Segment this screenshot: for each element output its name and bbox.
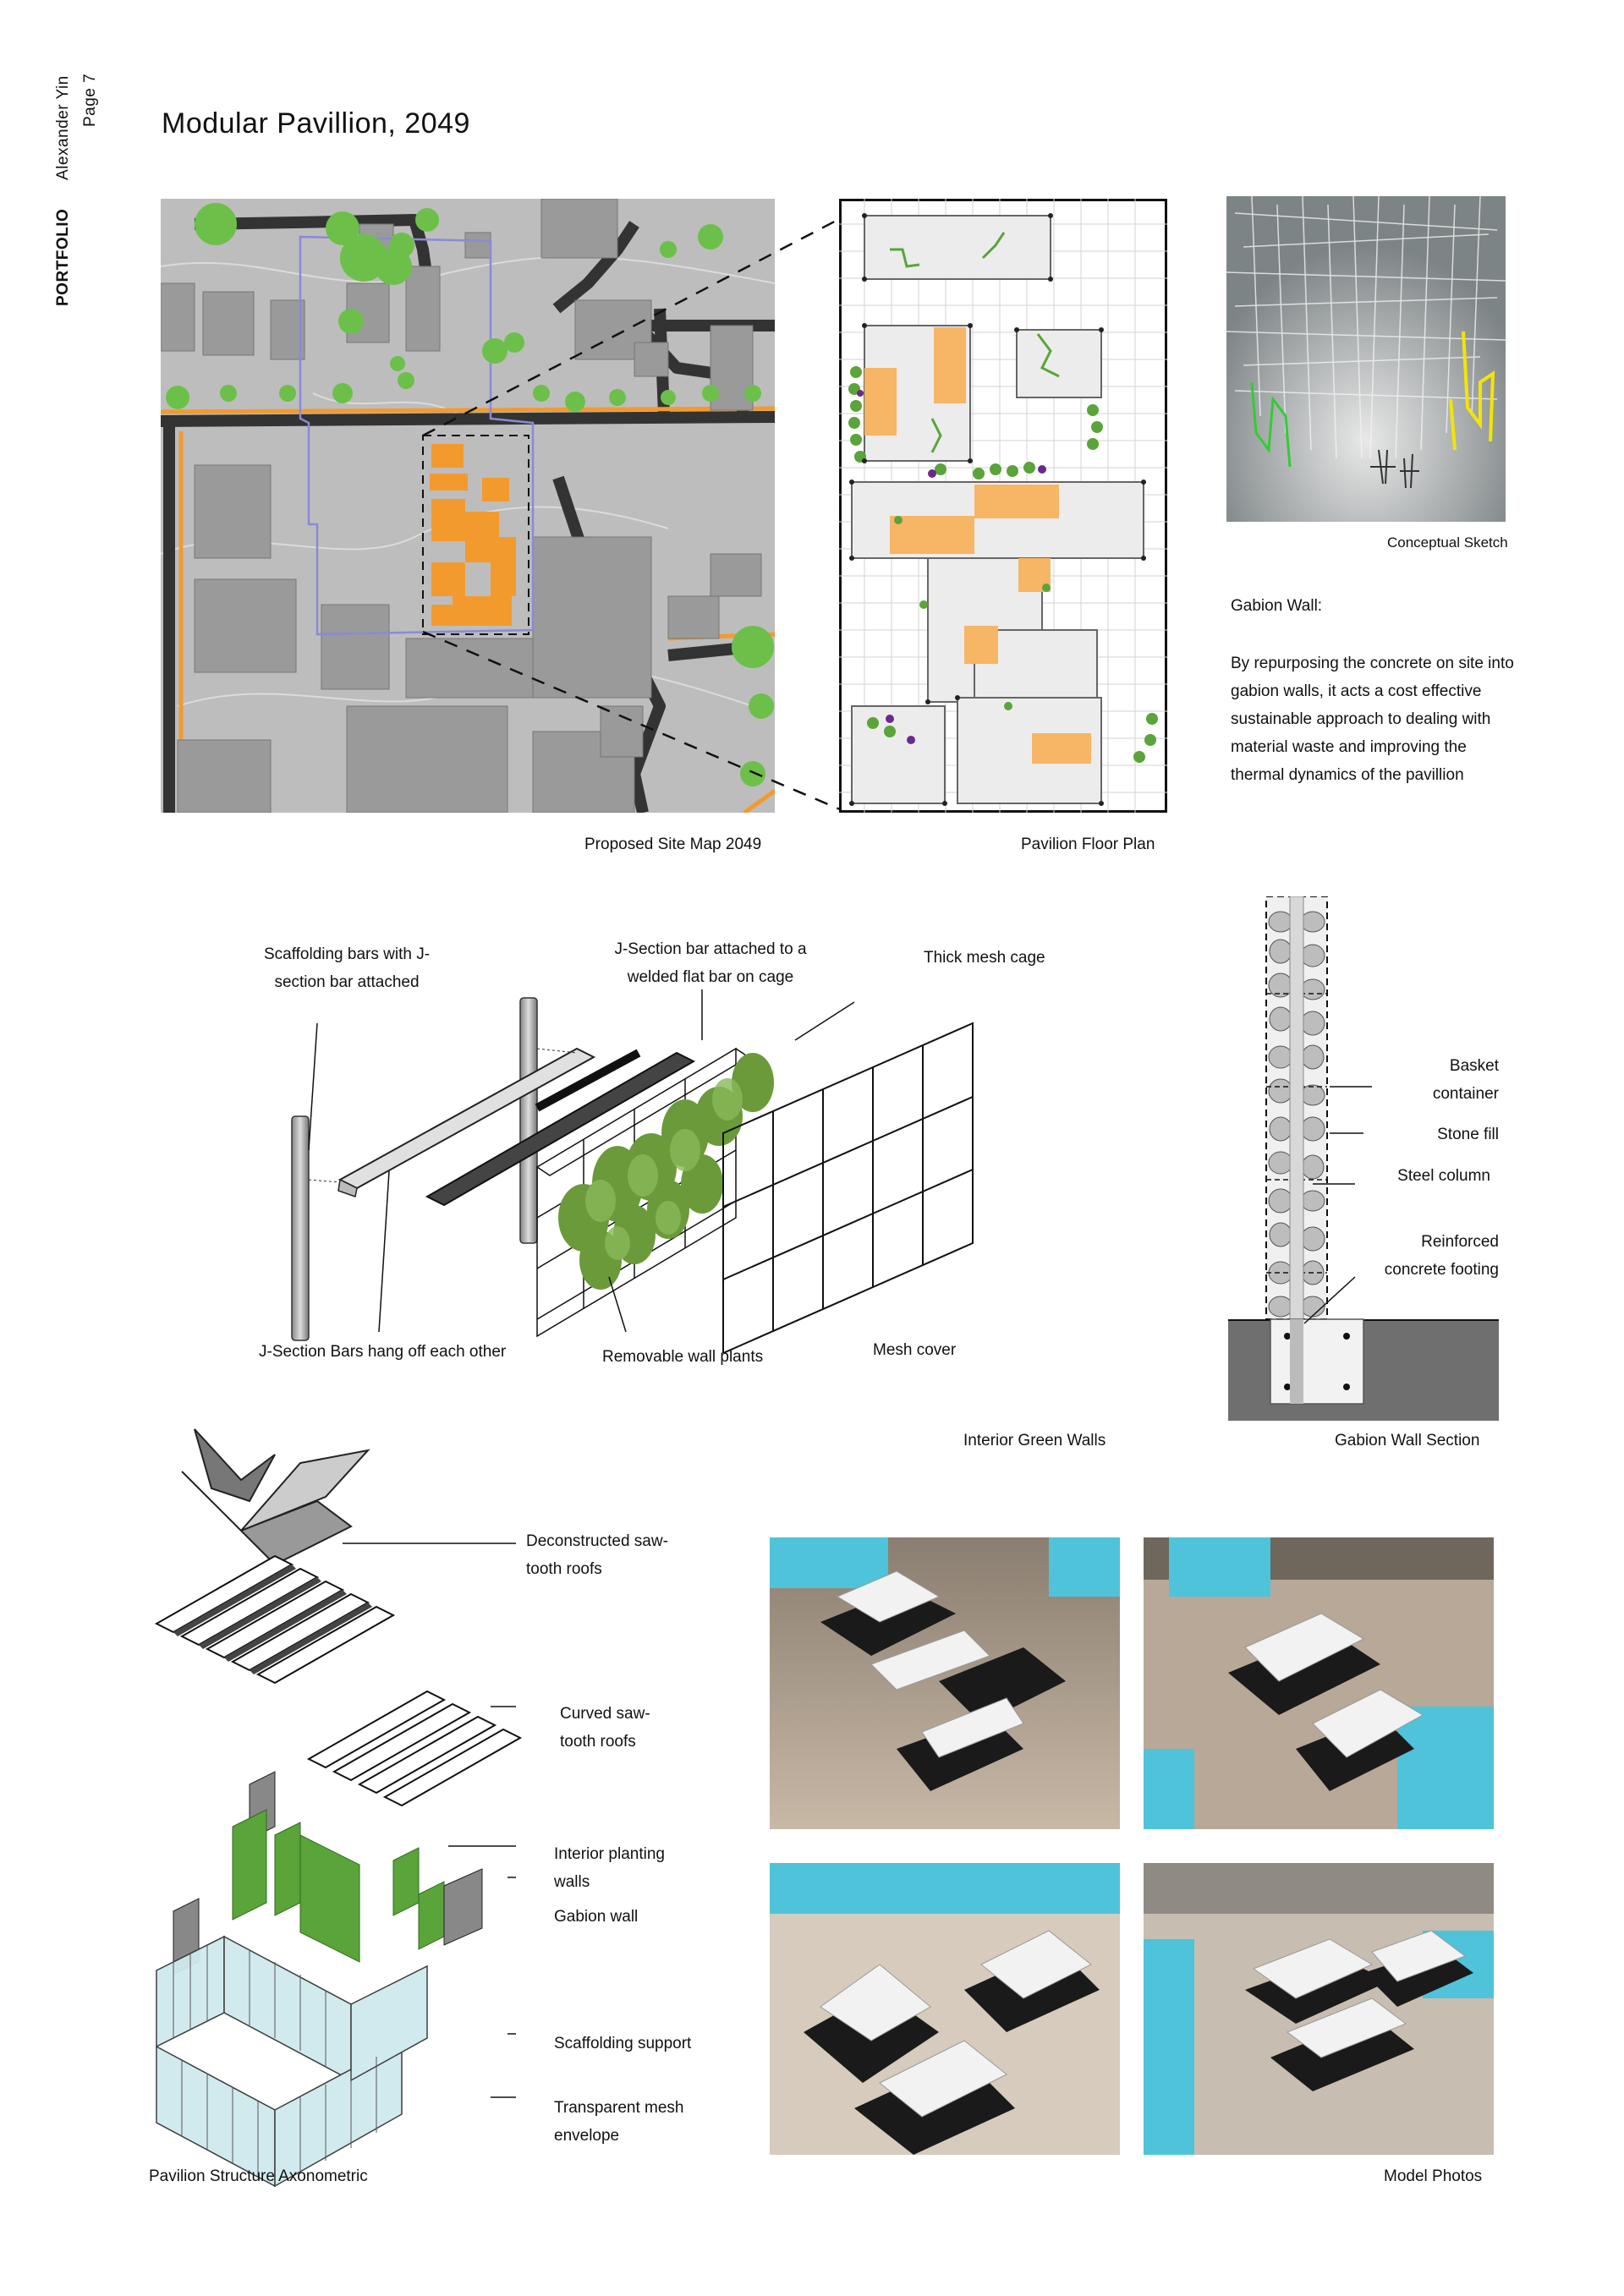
page-title: Modular Pavillion, 2049 bbox=[162, 107, 470, 140]
gabion-section-caption: Gabion Wall Section bbox=[1335, 1432, 1480, 1449]
label-mesh-cover: Mesh cover bbox=[873, 1341, 957, 1359]
label-deconstructed-roofs: Deconstructed saw-tooth roofs bbox=[526, 1532, 668, 1578]
label-footing: Reinforced concrete footing bbox=[1384, 1233, 1499, 1279]
gabion-heading: Gabion Wall: bbox=[1231, 597, 1323, 615]
label-basket: Basket container bbox=[1432, 1057, 1499, 1103]
gabion-description: By repurposing the concrete on site into gabion walls, it acts a cost effective sustainable approach to dealing with material waste and improving the thermal dynamics of the pavillion bbox=[1231, 655, 1514, 784]
model-photos-caption: Model Photos bbox=[1384, 2167, 1483, 2185]
author-label: Alexander Yin bbox=[54, 75, 72, 180]
label-jsection-attached: J-Section bar attached to a welded flat bar on cage bbox=[614, 940, 807, 986]
label-jsection-hang: J-Section Bars hang off each other bbox=[259, 1343, 507, 1361]
label-scaffolding-support: Scaffolding support bbox=[554, 2035, 692, 2052]
label-curved-roofs: Curved saw-tooth roofs bbox=[560, 1705, 650, 1751]
section-label: PORTFOLIO bbox=[54, 208, 72, 306]
green-walls-caption: Interior Green Walls bbox=[963, 1432, 1106, 1449]
label-stone: Stone fill bbox=[1437, 1126, 1499, 1143]
floor-plan bbox=[839, 199, 1167, 813]
gabion-section bbox=[1228, 896, 1499, 1421]
label-gabion-wall: Gabion wall bbox=[554, 1908, 639, 1926]
model-photo-2 bbox=[1144, 1537, 1494, 1829]
label-steel: Steel column bbox=[1397, 1167, 1490, 1185]
site-map-caption: Proposed Site Map 2049 bbox=[584, 836, 762, 853]
model-photo-3 bbox=[770, 1863, 1120, 2155]
label-mesh-cage: Thick mesh cage bbox=[924, 949, 1045, 967]
green-wall-leaders bbox=[304, 981, 863, 1353]
zoom-lines bbox=[423, 199, 846, 825]
page-number: Page 7 bbox=[81, 73, 99, 127]
model-photo-4 bbox=[1144, 1863, 1494, 2155]
label-scaffolding-bars: Scaffolding bars with J-section bar attached bbox=[263, 945, 431, 991]
label-plants: Removable wall plants bbox=[602, 1348, 764, 1366]
model-photo-1 bbox=[770, 1537, 1120, 1829]
floor-plan-caption: Pavilion Floor Plan bbox=[1021, 836, 1155, 853]
axo-leaders bbox=[338, 1522, 524, 2114]
sketch-caption: Conceptual Sketch bbox=[1387, 534, 1508, 551]
label-planting-walls: Interior planting walls bbox=[554, 1845, 665, 1891]
label-mesh-envelope: Transparent mesh envelope bbox=[554, 2099, 684, 2145]
axonometric-caption: Pavilion Structure Axonometric bbox=[149, 2167, 368, 2185]
conceptual-sketch bbox=[1226, 196, 1506, 522]
